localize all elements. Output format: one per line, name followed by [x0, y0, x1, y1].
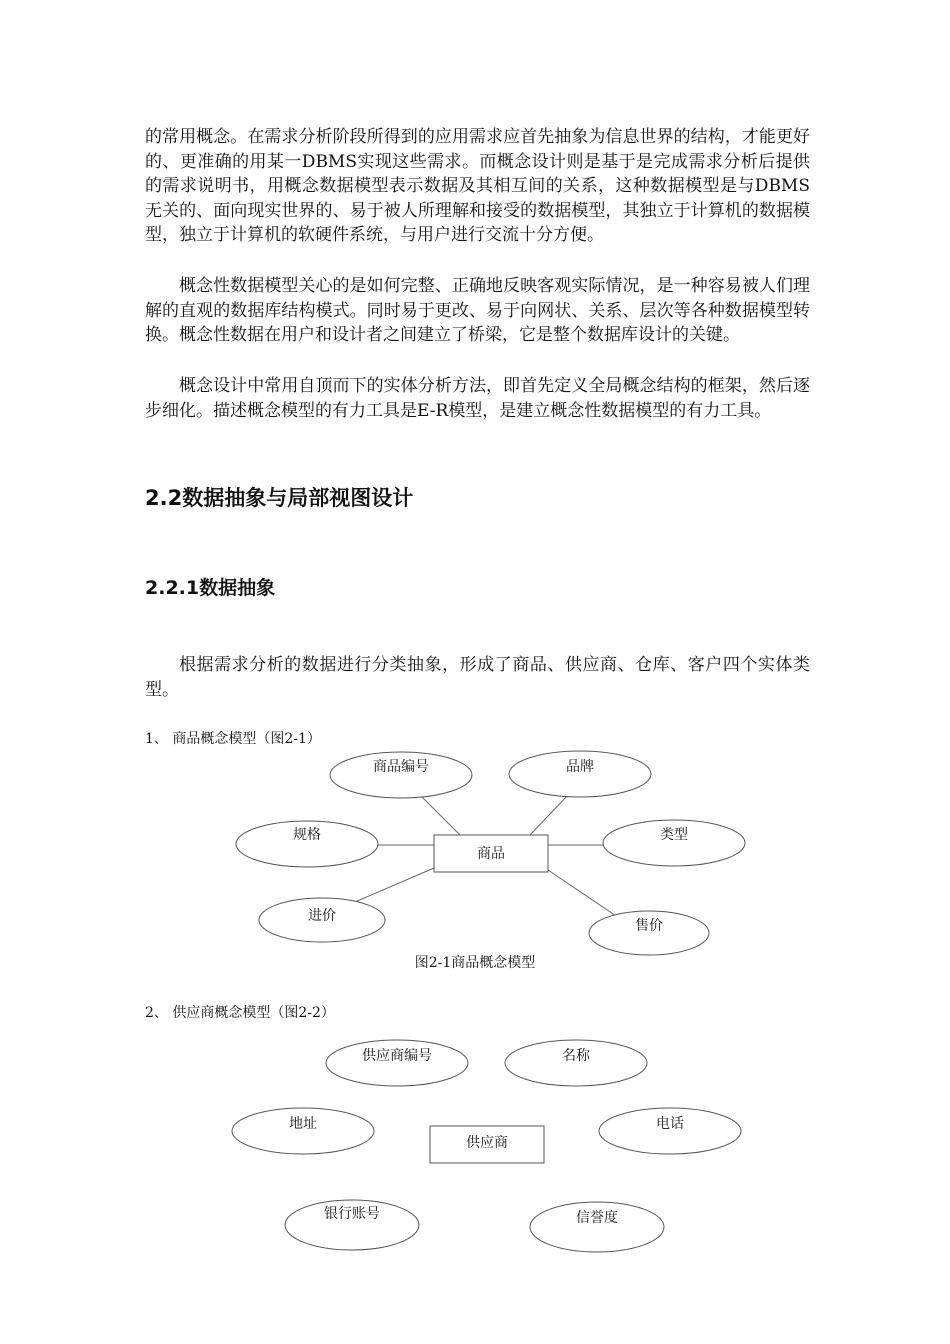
attribute-address [232, 1108, 374, 1154]
entity-product [434, 835, 548, 872]
svg-text:规格: 规格 [293, 827, 321, 843]
figure1-item-label: 1、 商品概念模型（图2-1） [145, 731, 321, 747]
svg-text:名称: 名称 [562, 1048, 590, 1064]
svg-text:信誉度: 信誉度 [576, 1210, 618, 1226]
attribute-bank-account [285, 1200, 419, 1250]
paragraph-2: 概念性数据模型关心的是如何完整、正确地反映客观实际情况，是一种容易被人们理解的直观的数据库结构模式。同时易于更改、易于向网状、关系、层次等各种数据模型转换。概念性数据在用户和设计者之间建立了桥梁，它是整个数据库设计的关键。 [145, 276, 810, 345]
paragraph-1: 的常用概念。在需求分析阶段所得到的应用需求应首先抽象为信息世界的结构，才能更好的、更准确的用某一DBMS实现这些需求。而概念设计则是基于是完成需求分析后提供的需求说明书，用概念数据模型表示数据及其相互间的关系，这种数据模型是与DBMS无关的、面向现实世界的、易于被人所理解和接受的数据模型，其独立于计算机的数据模型，独立于计算机的软硬件系统，与用户进行交流十分方便。 [145, 127, 810, 245]
entity-supplier [430, 1126, 544, 1163]
paragraph-3: 概念设计中常用自顶而下的实体分析方法，即首先定义全局概念结构的框架，然后逐步细化。描述概念模型的有力工具是E-R模型，是建立概念性数据模型的有力工具。 [145, 376, 810, 421]
figure1-caption: 图2-1商品概念模型 [414, 955, 536, 971]
attribute-spec [236, 821, 378, 867]
attribute-type [603, 820, 745, 866]
svg-text:地址: 地址 [289, 1116, 317, 1132]
section-heading: 2.2数据抽象与局部视图设计 [145, 486, 414, 510]
attribute-credit [530, 1202, 664, 1252]
svg-text:售价: 售价 [635, 918, 663, 934]
paragraph-4: 根据需求分析的数据进行分类抽象，形成了商品、供应商、仓库、客户四个实体类型。 [145, 655, 810, 700]
attribute-brand [509, 751, 651, 797]
attribute-supplier-name [505, 1040, 647, 1086]
svg-text:进价: 进价 [308, 908, 336, 924]
svg-text:类型: 类型 [660, 827, 688, 843]
svg-text:供应商: 供应商 [466, 1135, 508, 1151]
attribute-purchase-price [259, 898, 385, 942]
attribute-sale-price [589, 911, 709, 955]
figure2-item-label: 2、 供应商概念模型（图2-2） [145, 1005, 335, 1021]
svg-text:供应商编号: 供应商编号 [362, 1048, 432, 1064]
svg-text:电话: 电话 [656, 1116, 684, 1132]
attribute-supplier-id [326, 1040, 468, 1086]
svg-text:商品: 商品 [477, 846, 505, 862]
product-er-diagram [0, 740, 950, 965]
svg-text:品牌: 品牌 [566, 759, 594, 775]
attribute-phone [599, 1108, 741, 1154]
svg-text:银行账号: 银行账号 [324, 1206, 380, 1222]
svg-text:商品编号: 商品编号 [373, 759, 429, 775]
attribute-product-id [330, 752, 472, 798]
subsection-heading: 2.2.1数据抽象 [145, 577, 276, 599]
supplier-er-diagram [0, 1030, 950, 1260]
